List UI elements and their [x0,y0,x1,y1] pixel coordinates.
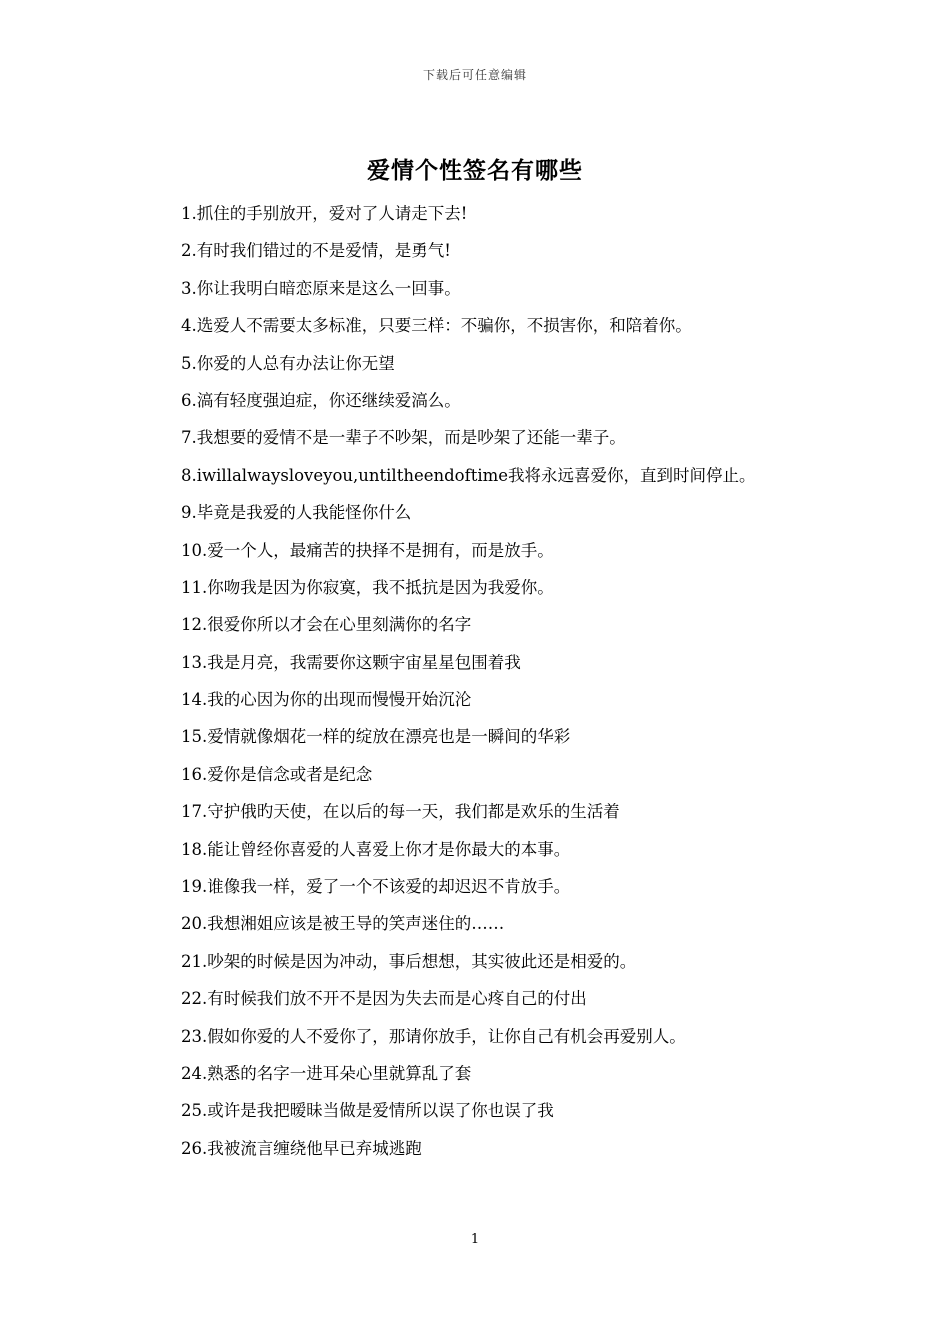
signature-list [145,195,810,1167]
list-item: 17.守护俄旳天使，在以后的每一天，我们都是欢乐的生活着 [181,802,620,822]
list-item: 3.你让我明白暗恋原来是这么一回事。 [181,278,461,298]
list-item: 10.爱一个人，最痛苦的抉择不是拥有，而是放手。 [181,540,554,560]
list-item: 25.或许是我把暧昧当做是爱情所以误了你也误了我 [181,1101,554,1121]
list-item: 18.能让曾经你喜爱的人喜爱上你才是你最大的本事。 [181,839,571,859]
list-item: 1.抓住的手别放开，爱对了人请走下去! [181,204,468,223]
list-item: 12.很爱你所以才会在心里刻满你的名字 [181,615,472,635]
list-item: 23.假如你爱的人不爱你了，那请你放手，让你自己有机会再爱别人。 [181,1026,686,1046]
list-item: 13.我是月亮，我需要你这颗宇宙星星包围着我 [181,652,521,672]
document-title: 爱情个性签名有哪些 [367,157,583,184]
list-item: 21.吵架的时候是因为冲动，事后想想，其实彼此还是相爱的。 [181,951,637,971]
page-number: 1 [470,1232,480,1247]
list-item: 5.你爱的人总有办法让你无望 [181,353,395,373]
list-item: 2.有时我们错过的不是爱情，是勇气! [181,241,451,261]
list-item: 15.爱情就像烟花一样的绽放在漂亮也是一瞬间的华彩 [181,727,571,747]
list-item: 20.我想湘姐应该是被王导的笑声迷住的…… [181,914,505,934]
list-item: 19.谁像我一样，爱了一个不该爱的却迟迟不肯放手。 [181,877,571,897]
list-item: 24.熟悉的名字一进耳朵心里就算乱了套 [181,1064,472,1083]
list-item: 4.选爱人不需要太多标准，只要三样：不骗你，不损害你，和陪着你。 [181,316,692,336]
list-item: 8.iwillalwaysloveyou,untiltheendoftime我将永远喜爱你，直到时间停止。 [181,465,756,485]
header-note: 下载后可任意编辑 [422,68,527,82]
list-item: 9.毕竟是我爱的人我能怪你什么 [181,503,412,523]
list-item: 14.我的心因为你的出现而慢慢开始沉沦 [181,690,472,710]
list-item: 16.爱你是信念或者是纪念 [181,764,373,784]
list-item: 7.我想要的爱情不是一辈子不吵架，而是吵架了还能一辈子。 [181,428,626,448]
list-item: 11.你吻我是因为你寂寞，我不抵抗是因为我爱你。 [181,577,554,597]
list-item: 6.滈有轻度强迫症，你还继续爱滈么。 [181,390,461,410]
list-item: 26.我被流言缠绕他早已弃城逃跑 [181,1138,422,1158]
list-item: 22.有时候我们放不开不是因为失去而是心疼自己的付出 [181,989,587,1009]
